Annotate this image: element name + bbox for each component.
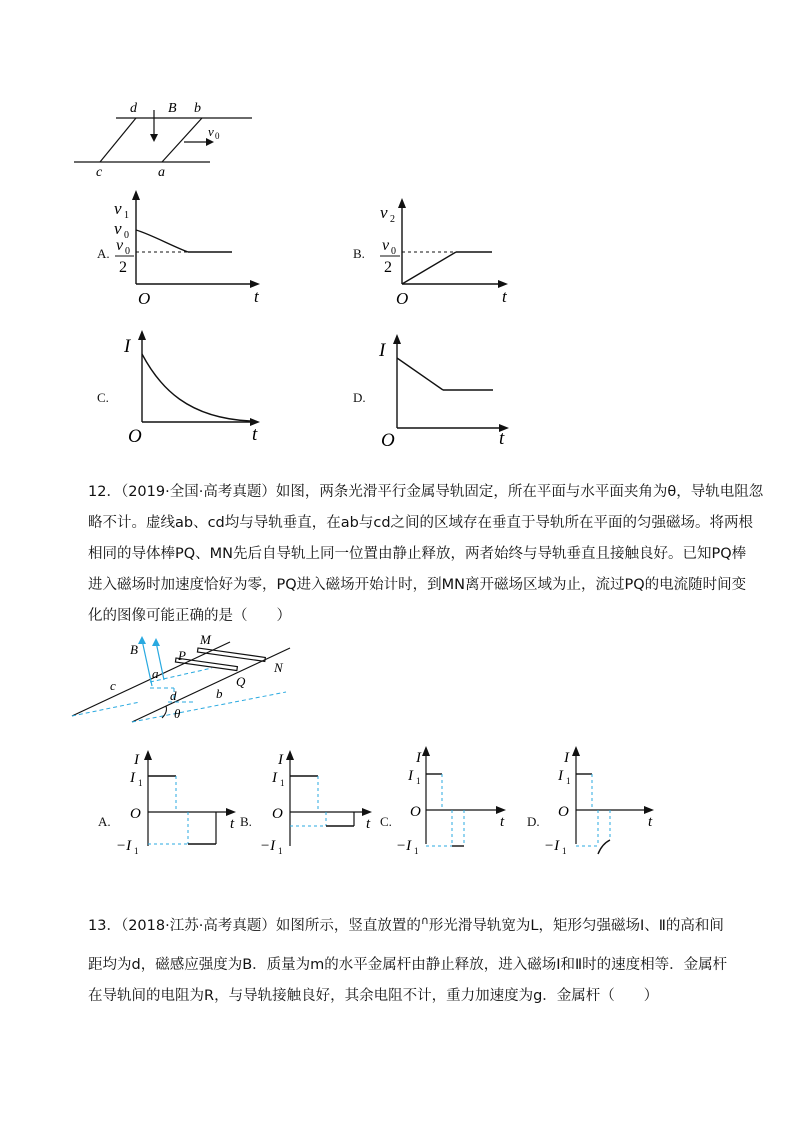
q12-line-5: 化的图像可能正确的是（ ） bbox=[88, 608, 291, 624]
q11-option-d-letter[interactable]: D. bbox=[353, 390, 366, 405]
q12b-t: t bbox=[366, 816, 371, 832]
label-v0-sub: 0 bbox=[215, 131, 220, 141]
q12d-neg-sub: 1 bbox=[562, 846, 567, 856]
b-v2: v bbox=[380, 203, 388, 222]
a-half-num: v bbox=[116, 237, 124, 254]
q12-text bbox=[88, 477, 764, 632]
q12c-i1: I bbox=[408, 768, 413, 784]
q13-text bbox=[88, 905, 728, 1012]
q12b-neg-sub: 1 bbox=[278, 846, 283, 856]
q12d-y: I bbox=[564, 750, 569, 766]
fig12-B: B bbox=[130, 642, 138, 657]
fig12-b: b bbox=[216, 686, 223, 701]
q12c-neg: −I bbox=[396, 838, 412, 854]
label-b: b bbox=[194, 101, 201, 116]
d-y-axis: I bbox=[379, 340, 386, 361]
q12-option-d-letter[interactable]: D. bbox=[527, 814, 540, 829]
q12a-i1-sub: 1 bbox=[138, 778, 143, 788]
q12b-y: I bbox=[278, 752, 283, 768]
q12d-t: t bbox=[648, 814, 653, 830]
q12-option-b-letter[interactable]: B. bbox=[240, 814, 252, 829]
cap-rail-symbol: ∩ bbox=[420, 914, 429, 927]
b-half-num-sub: 0 bbox=[391, 246, 396, 257]
q12c-i1-sub: 1 bbox=[416, 776, 421, 786]
q11-option-c-letter[interactable]: C. bbox=[97, 390, 109, 405]
rails-figure bbox=[70, 96, 260, 182]
q12-option-c-graph[interactable] bbox=[396, 744, 526, 856]
fig12-a: a bbox=[152, 666, 159, 681]
q12-option-b-graph[interactable] bbox=[256, 748, 396, 858]
q12-option-a-letter[interactable]: A. bbox=[98, 814, 111, 829]
label-d: d bbox=[130, 101, 137, 116]
a-v0: v bbox=[114, 219, 122, 238]
q11-option-c-graph[interactable] bbox=[120, 328, 280, 448]
label-v0: v bbox=[208, 124, 214, 139]
fig12-c: c bbox=[110, 678, 116, 693]
q11-option-b-graph[interactable] bbox=[370, 196, 530, 311]
q12b-origin: O bbox=[272, 806, 283, 822]
q13-line-1-b: 形光滑导轨宽为L，矩形匀强磁场Ⅰ、Ⅱ的高和间 bbox=[428, 918, 724, 934]
q12c-y: I bbox=[416, 750, 421, 766]
q11-option-d-graph[interactable] bbox=[375, 330, 535, 450]
q13-line-1 bbox=[88, 905, 728, 942]
a-v0-sub: 0 bbox=[124, 230, 129, 241]
q12b-neg: −I bbox=[260, 838, 276, 854]
q12-line-1: 12．（2019·全国·高考真题）如图，两条光滑平行金属导轨固定，所在平面与水平面夹角为θ，导轨电阻忽 bbox=[88, 484, 764, 500]
b-x-axis: t bbox=[502, 287, 507, 306]
q12d-i1-sub: 1 bbox=[566, 776, 571, 786]
fig12-P: P bbox=[178, 648, 186, 663]
q12-option-c-letter[interactable]: C. bbox=[380, 814, 392, 829]
q12a-neg: −I bbox=[116, 838, 132, 854]
a-half-num-sub: 0 bbox=[125, 246, 130, 257]
q13-line-1-a: 13．（2018·江苏·高考真题）如图所示，竖直放置的 bbox=[88, 918, 421, 934]
b-half-den: 2 bbox=[384, 259, 392, 276]
fig12-Q: Q bbox=[236, 674, 246, 689]
q12d-origin: O bbox=[558, 804, 569, 820]
q12-line-3: 相同的导体棒PQ、MN先后自导轨上同一位置由静止释放，两者始终与导轨垂直且接触良好。已知PQ棒 bbox=[88, 546, 747, 562]
q12a-t: t bbox=[230, 816, 235, 832]
q12b-i1-sub: 1 bbox=[280, 778, 285, 788]
fig12-theta: θ bbox=[174, 706, 181, 721]
b-origin: O bbox=[396, 289, 409, 308]
q12a-y: I bbox=[134, 752, 139, 768]
q12-line-4: 进入磁场时加速度恰好为零，PQ进入磁场开始计时，到MN离开磁场区域为止，流过PQ的电流随时间变 bbox=[88, 577, 747, 593]
label-a: a bbox=[158, 165, 165, 180]
q11-option-b-letter[interactable]: B. bbox=[353, 246, 365, 261]
d-origin: O bbox=[381, 430, 395, 450]
a-origin: O bbox=[138, 289, 151, 308]
a-x-axis: t bbox=[254, 287, 259, 306]
q12a-origin: O bbox=[130, 806, 141, 822]
c-y-axis: I bbox=[124, 336, 131, 357]
a-v1-sub: 1 bbox=[124, 210, 129, 221]
q12d-i1: I bbox=[558, 768, 563, 784]
q12-line-2: 略不计。虚线ab、cd均与导轨垂直，在ab与cd之间的区域存在垂直于导轨所在平面的匀强磁场。将两根 bbox=[88, 515, 754, 531]
fig12-d: d bbox=[170, 688, 177, 703]
fig12-M: M bbox=[200, 632, 211, 647]
label-c: c bbox=[96, 165, 103, 180]
a-half-den: 2 bbox=[119, 259, 127, 276]
c-origin: O bbox=[128, 426, 142, 447]
label-B: B bbox=[168, 101, 177, 116]
q13-line-2: 距均为d，磁感应强度为B．质量为m的水平金属杆由静止释放，进入磁场Ⅰ和Ⅱ时的速度相等．金属杆 bbox=[88, 957, 728, 973]
fig12-N: N bbox=[274, 660, 283, 675]
b-half-num: v bbox=[382, 237, 390, 254]
q12-option-a-graph[interactable] bbox=[112, 748, 262, 858]
q11-option-a-letter[interactable]: A. bbox=[97, 246, 110, 261]
q11-option-a-graph[interactable] bbox=[110, 190, 270, 310]
q12a-neg-sub: 1 bbox=[134, 846, 139, 856]
a-v1: v bbox=[114, 199, 122, 218]
inclined-rails-figure bbox=[70, 630, 300, 725]
q12d-neg: −I bbox=[544, 838, 560, 854]
q12-option-d-graph[interactable] bbox=[540, 744, 670, 856]
q12a-i1: I bbox=[130, 770, 135, 786]
q12c-origin: O bbox=[410, 804, 421, 820]
q12c-neg-sub: 1 bbox=[414, 846, 419, 856]
c-x-axis: t bbox=[252, 424, 258, 445]
b-v2-sub: 2 bbox=[390, 214, 395, 225]
q12c-t: t bbox=[500, 814, 505, 830]
q13-line-3: 在导轨间的电阻为R，与导轨接触良好，其余电阻不计，重力加速度为g．金属杆（ ） bbox=[88, 988, 659, 1004]
d-x-axis: t bbox=[499, 428, 505, 449]
q12b-i1: I bbox=[272, 770, 277, 786]
